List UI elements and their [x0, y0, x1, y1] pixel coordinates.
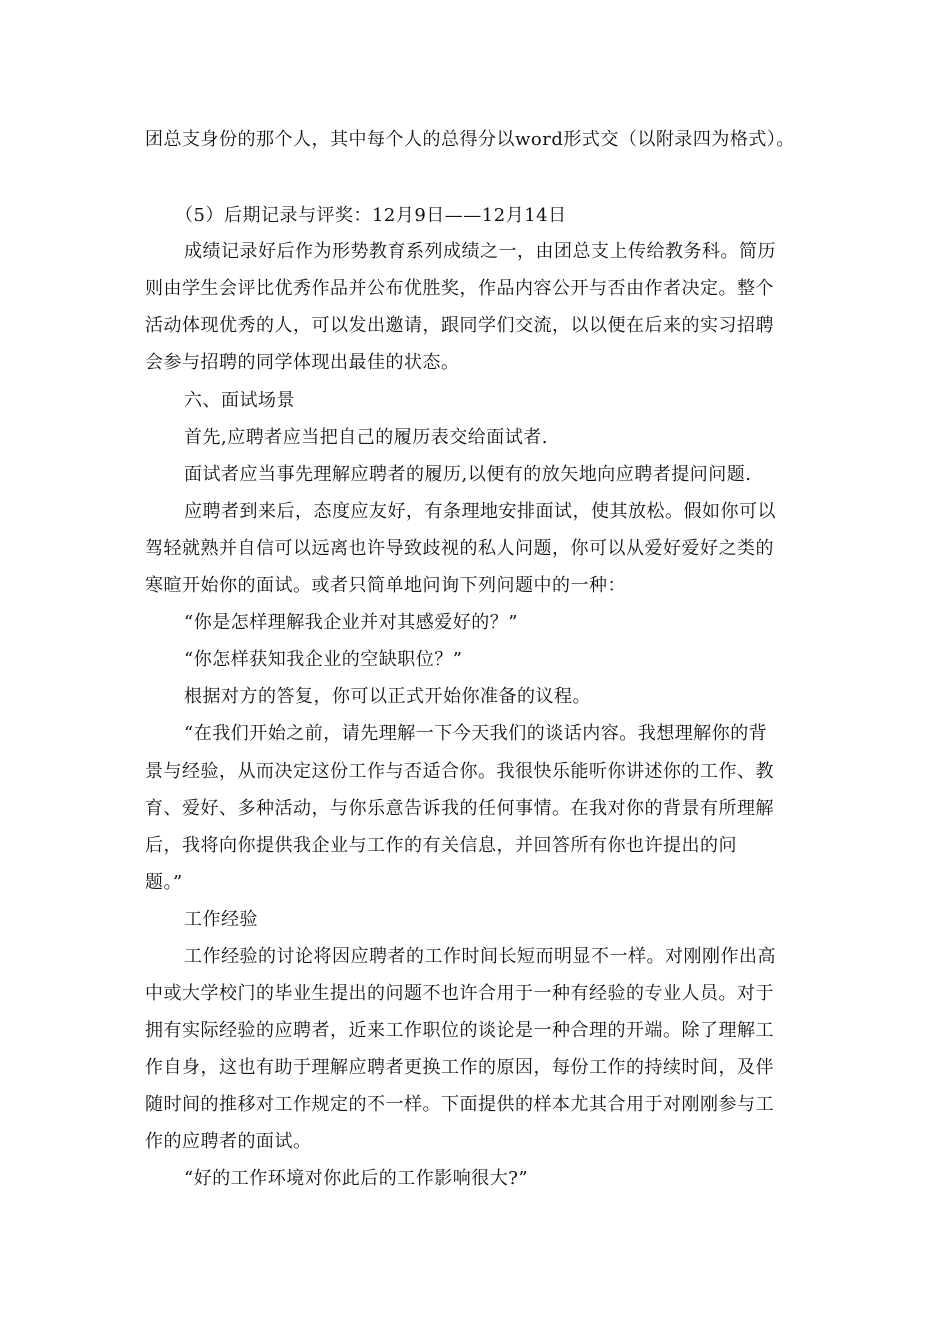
- paragraph-line: 随时间的推移对工作规定的不一样。下面提供的样本尤其合用于对刚刚参与工: [145, 1094, 774, 1115]
- paragraph-line: 团总支身份的那个人，其中每个人的总得分以word形式交（以附录四为格式）。: [145, 129, 795, 150]
- quote-line: “你怎样获知我企业的空缺职位？”: [184, 649, 463, 670]
- paragraph-line: 育、爱好、多种活动，与你乐意告诉我的任何事情。在我对你的背景有所理解: [145, 798, 774, 819]
- quote-line: “你是怎样理解我企业并对其感爱好的？”: [184, 612, 518, 633]
- paragraph-line: 成绩记录好后作为形势教育系列成绩之一，由团总支上传给教务科。简历: [184, 241, 776, 262]
- paragraph-line: 拥有实际经验的应聘者，近来工作职位的谈论是一种合理的开端。除了理解工: [145, 1020, 774, 1041]
- paragraph-line: 活动体现优秀的人，可以发出邀请，跟同学们交流，以以便在后来的实习招聘: [145, 315, 774, 336]
- paragraph-line: 应聘者到来后，态度应友好，有条理地安排面试，使其放松。假如你可以: [184, 501, 776, 522]
- paragraph-line: 寒暄开始你的面试。或者只简单地问询下列问题中的一种：: [145, 575, 626, 596]
- section-heading: 六、面试场景: [184, 390, 295, 411]
- paragraph-line: 面试者应当事先理解应聘者的履历,以便有的放矢地向应聘者提问问题.: [184, 464, 752, 485]
- section-heading: （5）后期记录与评奖：12月9日——12月14日: [175, 205, 567, 226]
- paragraph-line: 会参与招聘的同学体现出最佳的状态。: [145, 352, 460, 373]
- paragraph-line: 后，我将向你提供我企业与工作的有关信息，并回答所有你也许提出的问: [145, 835, 737, 856]
- paragraph-line: 首先,应聘者应当把自己的履历表交给面试者.: [184, 427, 548, 448]
- paragraph-line: 工作经验的讨论将因应聘者的工作时间长短而明显不一样。对刚刚作出高: [184, 946, 776, 967]
- quote-line: “在我们开始之前，请先理解一下今天我们的谈话内容。我想理解你的背: [184, 723, 768, 744]
- paragraph-line: 作的应聘者的面试。: [145, 1131, 312, 1152]
- quote-line: “好的工作环境对你此后的工作影响很大?”: [184, 1168, 529, 1189]
- paragraph-line: 根据对方的答复，你可以正式开始你准备的议程。: [184, 686, 591, 707]
- paragraph-line: 题。”: [145, 872, 183, 893]
- paragraph-line: 中或大学校门的毕业生提出的问题不也许合用于一种有经验的专业人员。对于: [145, 983, 774, 1004]
- paragraph-line: 作自身，这也有助于理解应聘者更换工作的原因，每份工作的持续时间，及伴: [145, 1057, 774, 1078]
- paragraph-line: 则由学生会评比优秀作品并公布优胜奖，作品内容公开与否由作者决定。整个: [145, 278, 774, 299]
- paragraph-line: 景与经验，从而决定这份工作与否适合你。我很快乐能听你讲述你的工作、教: [145, 761, 774, 782]
- paragraph-line: 驾轻就熟并自信可以远离也许导致歧视的私人问题，你可以从爱好爱好之类的: [145, 538, 774, 559]
- section-heading: 工作经验: [184, 909, 258, 930]
